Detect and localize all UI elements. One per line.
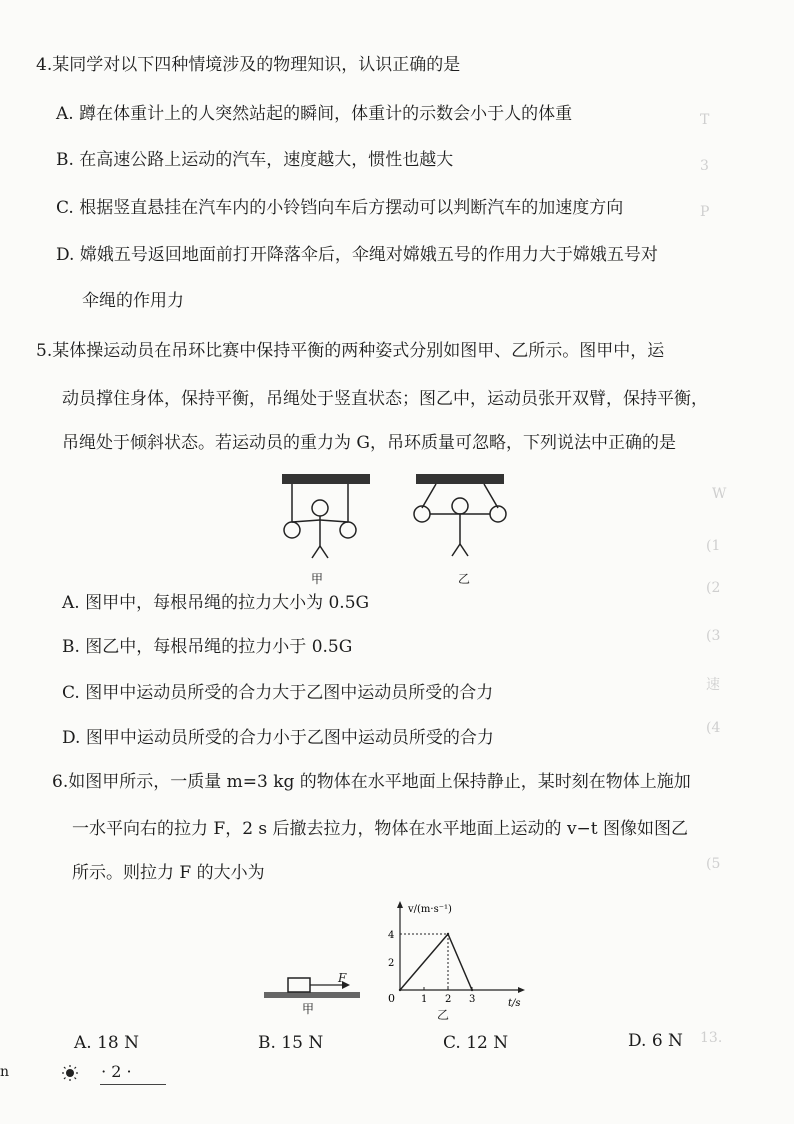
- q4-option-c: C. 根据竖直悬挂在汽车内的小铃铛向车后方摆动可以判断汽车的加速度方向: [56, 198, 624, 218]
- q5-option-c: C. 图甲中运动员所受的合力大于乙图中运动员所受的合力: [62, 683, 494, 703]
- q5-figure: [270, 470, 510, 590]
- y-axis-label: v/(m·s⁻¹): [408, 904, 452, 915]
- q6-option-d: D. 6 N: [628, 1031, 683, 1051]
- q6-option-b: B. 15 N: [258, 1033, 324, 1053]
- x-axis-arrow: [518, 987, 525, 993]
- bleed-text: P: [700, 204, 710, 220]
- q6-fig-label-jia: 甲: [302, 1002, 315, 1016]
- q4-option-d-cont: 伞绳的作用力: [82, 291, 184, 311]
- q6-force-label: F: [338, 971, 347, 985]
- ceiling-yi: [416, 474, 504, 484]
- vt-data-point: [399, 989, 401, 991]
- q4-stem: 4.某同学对以下四种情境涉及的物理知识，认识正确的是: [36, 55, 461, 75]
- q4-option-a: A. 蹲在体重计上的人突然站起的瞬间，体重计的示数会小于人的体重: [56, 104, 573, 124]
- ceiling-jia: [282, 474, 370, 484]
- page-footer: [62, 1062, 132, 1081]
- ring-icon: [490, 506, 506, 522]
- gymnast-head: [312, 500, 328, 516]
- q6-option-a: A. 18 N: [74, 1033, 139, 1053]
- q6-stem-line3: 所示。则拉力 F 的大小为: [72, 863, 265, 883]
- bleed-text: 3: [700, 158, 709, 174]
- footer-rule: [100, 1084, 166, 1085]
- vt-data-point: [471, 989, 473, 991]
- edge-mark: n: [0, 1064, 10, 1080]
- vt-chart: [380, 898, 530, 1018]
- y-tick-label: 2: [388, 958, 395, 969]
- y-tick-label: 4: [388, 930, 395, 941]
- ring-icon: [284, 522, 300, 538]
- x-tick-label: 2: [445, 994, 452, 1005]
- y-axis-arrow: [397, 901, 403, 908]
- vt-data-point: [447, 933, 449, 935]
- q6-stem-line1: 6.如图甲所示，一质量 m=3 kg 的物体在水平地面上保持静止，某时刻在物体上施加: [52, 772, 691, 792]
- q6-option-c: C. 12 N: [443, 1033, 509, 1053]
- page-number: · 2 ·: [101, 1062, 132, 1081]
- q4-option-b: B. 在高速公路上运动的汽车，速度越大，惯性也越大: [56, 150, 454, 170]
- bleed-text: (3: [706, 628, 721, 644]
- q5-fig-label-jia: 甲: [311, 572, 324, 586]
- bleed-text: 13.: [700, 1030, 723, 1046]
- q5-stem-line2: 动员撑住身体，保持平衡，吊绳处于竖直状态；图乙中，运动员张开双臂，保持平衡，: [62, 389, 708, 409]
- bleed-text: (1: [706, 538, 721, 554]
- vt-series-line: [400, 934, 472, 990]
- q4-option-d: D. 嫦娥五号返回地面前打开降落伞后，伞绳对嫦娥五号的作用力大于嫦娥五号对: [56, 245, 658, 265]
- bleed-text: (2: [706, 580, 721, 596]
- origin-label: 0: [388, 992, 395, 1005]
- bleed-text: T: [700, 112, 710, 128]
- q6-fig-label-yi: 乙: [437, 1008, 450, 1022]
- bleed-text: (4: [706, 720, 721, 736]
- q5-option-d: D. 图甲中运动员所受的合力小于乙图中运动员所受的合力: [62, 728, 494, 748]
- x-tick-label: 1: [421, 994, 428, 1005]
- bleed-text: 速: [706, 677, 720, 693]
- bleed-text: (5: [706, 856, 721, 872]
- bleed-text: W: [712, 486, 727, 502]
- block: [288, 978, 310, 992]
- q5-option-b: B. 图乙中，每根吊绳的拉力小于 0.5G: [62, 637, 353, 657]
- ring-icon: [414, 506, 430, 522]
- q5-fig-label-yi: 乙: [458, 572, 471, 586]
- x-axis-label: t/s: [508, 998, 521, 1009]
- ring-icon: [340, 522, 356, 538]
- sun-icon: [62, 1065, 78, 1081]
- x-tick-label: 3: [469, 994, 476, 1005]
- q5-stem-line1: 5.某体操运动员在吊环比赛中保持平衡的两种姿式分别如图甲、乙所示。图甲中，运: [36, 341, 665, 361]
- q6-stem-line2: 一水平向右的拉力 F，2 s 后撤去拉力，物体在水平地面上运动的 v−t 图像如图乙: [72, 819, 689, 839]
- q5-stem-line3: 吊绳处于倾斜状态。若运动员的重力为 G，吊环质量可忽略，下列说法中正确的是: [62, 433, 676, 453]
- q5-option-a: A. 图甲中，每根吊绳的拉力大小为 0.5G: [62, 593, 370, 613]
- gymnast-head: [452, 498, 468, 514]
